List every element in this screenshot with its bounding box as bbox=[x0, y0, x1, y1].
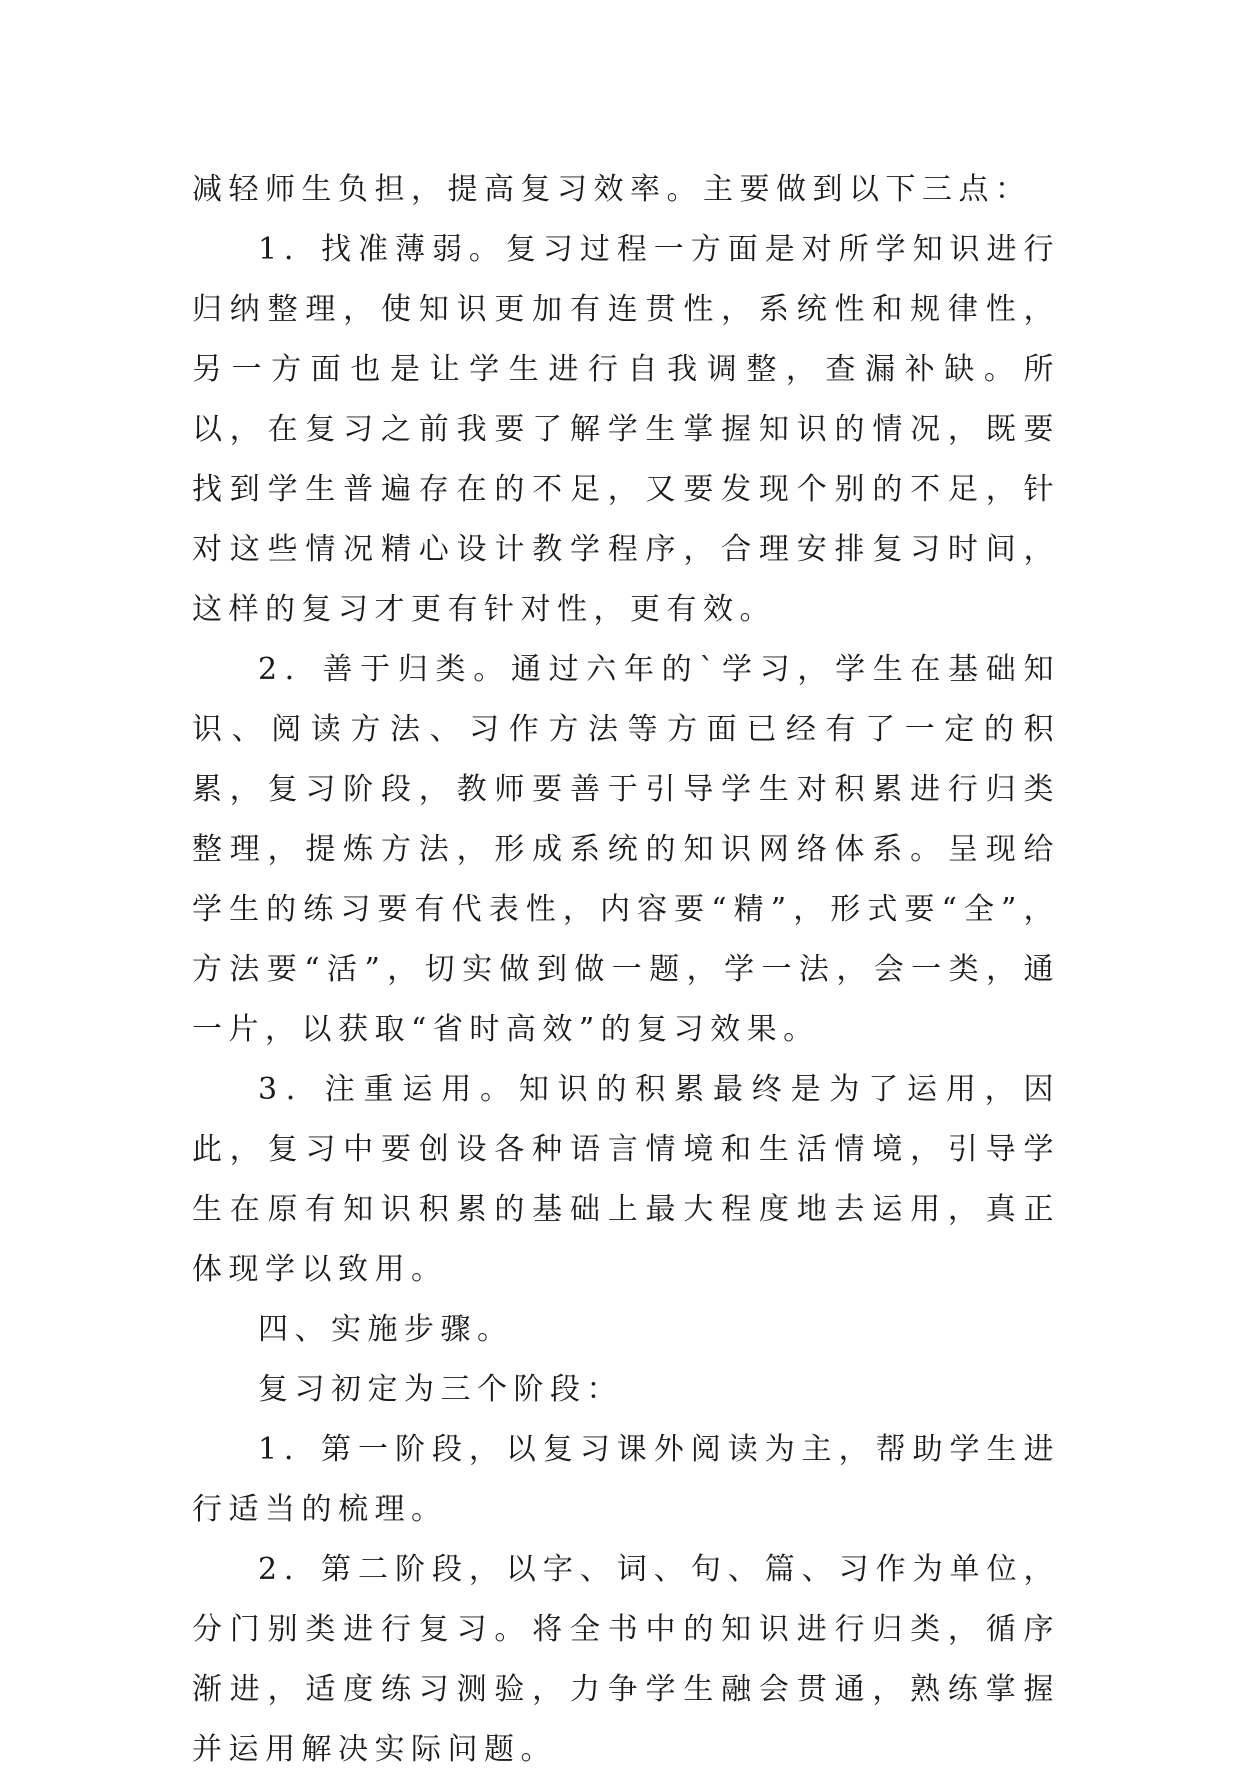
document-body bbox=[192, 160, 1060, 1780]
section-heading-steps: 四、实施步骤。 bbox=[258, 1312, 514, 1347]
paragraph-stages-intro: 复习初定为三个阶段： bbox=[258, 1372, 623, 1407]
paragraph-stage-1: 1．第一阶段，以复习课外阅读为主，帮助学生进行适当的梳理。 bbox=[192, 1432, 1060, 1527]
paragraph-point-1: 1．找准薄弱。复习过程一方面是对所学知识进行归纳整理，使知识更加有连贯性，系统性和规律性，另一方面也是让学生进行自我调整，查漏补缺。所以，在复习之前我要了解学生掌握知识的情况，既要找到学生普遍存在的不足，又要发现个别的不足，针对这些情况精心设计教学程序，合理安排复习时间，这样的复习才更有针对性，更有效。 bbox=[192, 232, 1060, 627]
paragraph-point-2: 2．善于归类。通过六年的`学习，学生在基础知识、阅读方法、习作方法等方面已经有了一定的积累，复习阶段，教师要善于引导学生对积累进行归类整理，提炼方法，形成系统的知识网络体系。呈现给学生的练习要有代表性，内容要“精”，形式要“全”，方法要“活”，切实做到做一题，学一法，会一类，通一片，以获取“省时高效”的复习效果。 bbox=[192, 652, 1060, 1047]
paragraph-intro: 减轻师生负担，提高复习效率。主要做到以下三点： bbox=[192, 172, 1032, 207]
paragraph-point-3: 3．注重运用。知识的积累最终是为了运用，因此，复习中要创设各种语言情境和生活情境，引导学生在原有知识积累的基础上最大程度地去运用，真正体现学以致用。 bbox=[192, 1072, 1060, 1287]
paragraph-stage-2: 2．第二阶段，以字、词、句、篇、习作为单位，分门别类进行复习。将全书中的知识进行归类，循序渐进，适度练习测验，力争学生融会贯通，熟练掌握并运用解决实际问题。 bbox=[192, 1552, 1060, 1767]
